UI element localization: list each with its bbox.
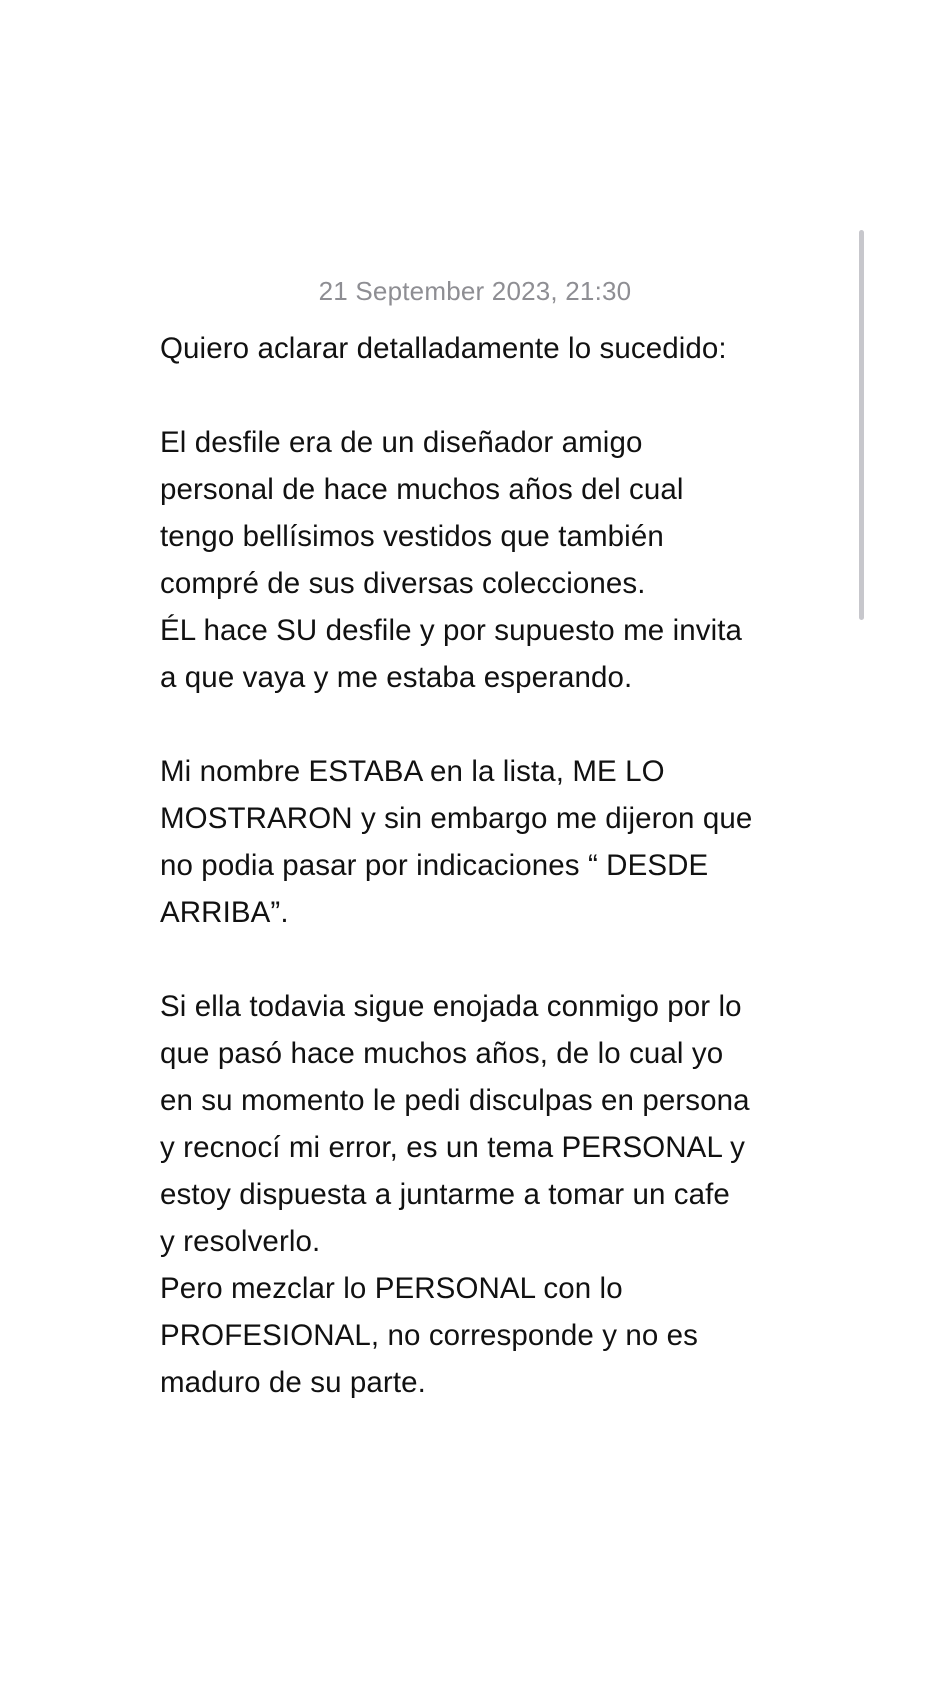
note-line: que pasó hace muchos años, de lo cual yo [160,1037,724,1070]
scrollbar-thumb[interactable] [859,230,864,620]
note-line: Si ella todavia sigue enojada conmigo por lo [160,990,742,1023]
note-line: personal de hace muchos años del cual [160,473,684,506]
note-line: Quiero aclarar detalladamente lo sucedido: [160,332,727,365]
note-blank-line [160,372,860,419]
note-line: ÉL hace SU desfile y por supuesto me invita [160,614,743,647]
note-line: ARRIBA”. [160,896,289,929]
note-line: El desfile era de un diseñador amigo [160,426,643,459]
note-line: y resolverlo. [160,1225,321,1258]
note-line: no podia pasar por indicaciones “ DESDE [160,849,709,882]
note-line: a que vaya y me estaba esperando. [160,661,633,694]
note-line: y recnocí mi error, es un tema PERSONAL y [160,1131,746,1164]
note-line: PROFESIONAL, no corresponde y no es [160,1319,699,1352]
note-line: estoy dispuesta a juntarme a tomar un cafe [160,1178,730,1211]
note-line: en su momento le pedi disculpas en persona [160,1084,750,1117]
note-timestamp: 21 September 2023, 21:30 [318,276,632,306]
vertical-scrollbar[interactable] [859,230,864,620]
note-line: tengo bellísimos vestidos que también [160,520,664,553]
note-blank-line [160,701,860,748]
note-line: MOSTRARON y sin embargo me dijeron que [160,802,753,835]
note-blank-line [160,936,860,983]
note-line: maduro de su parte. [160,1366,426,1399]
note-line: compré de sus diversas colecciones. [160,567,646,600]
note-body[interactable] [160,325,860,1406]
note-line: Mi nombre ESTABA en la lista, ME LO [160,755,665,788]
note-line: Pero mezclar lo PERSONAL con lo [160,1272,623,1305]
